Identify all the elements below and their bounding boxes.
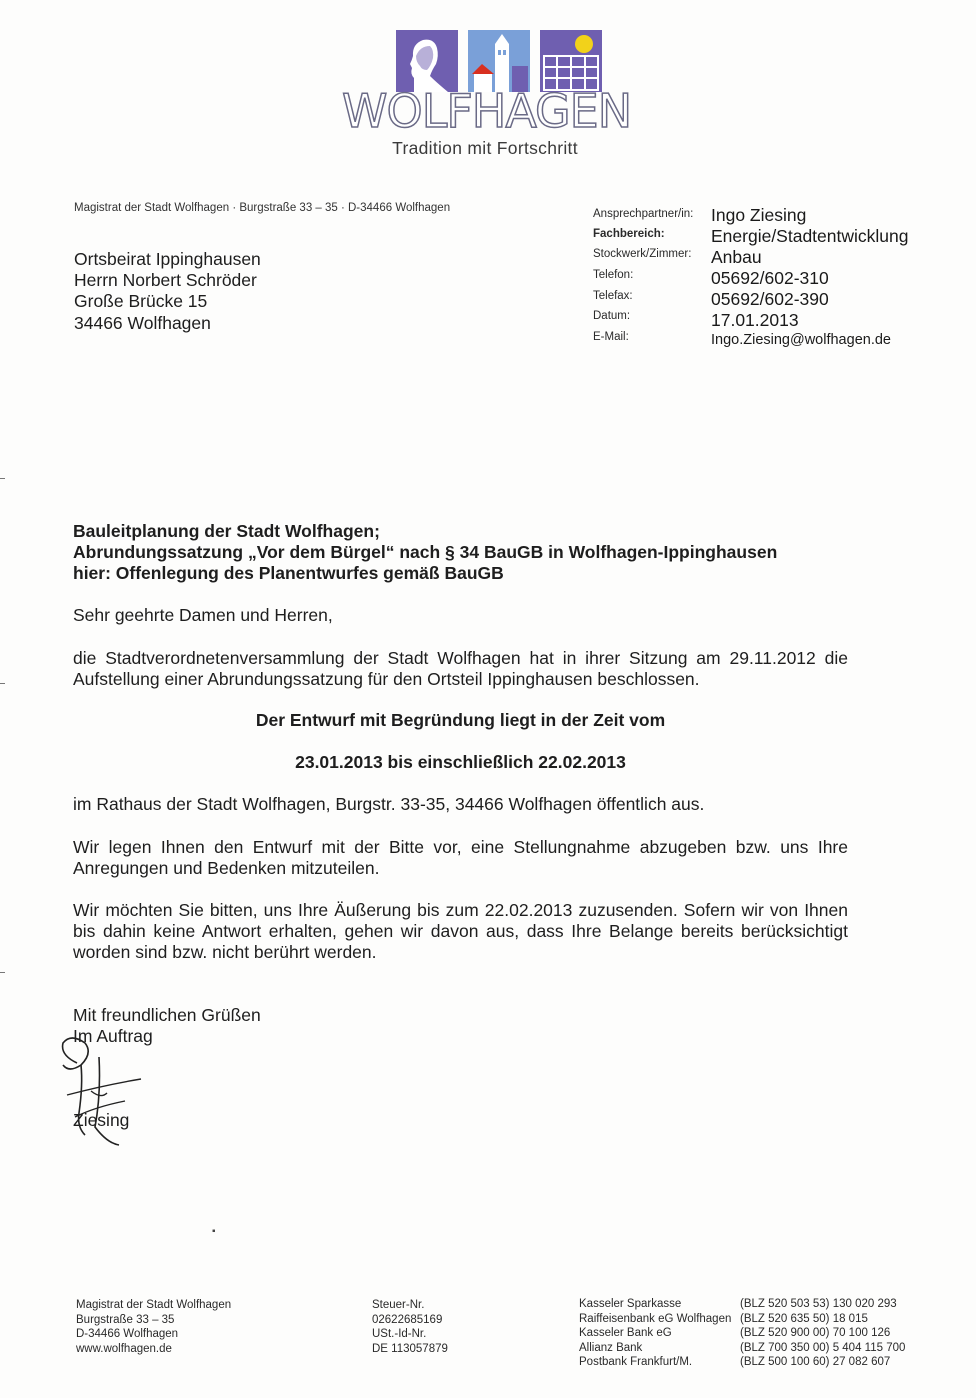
contact-person: Ingo Ziesing — [711, 205, 807, 225]
sender-return-address: Magistrat der Stadt Wolfhagen · Burgstraße 33 – 35 · D-34466 Wolfhagen — [74, 202, 451, 214]
contact-department: Energie/Stadtentwicklung — [711, 226, 909, 246]
footer-line: Burgstraße 33 – 35 — [76, 1313, 175, 1326]
recipient-line: 34466 Wolfhagen — [74, 312, 211, 333]
contact-label-floor: Stockwerk/Zimmer: — [593, 248, 692, 260]
footer-line: Kasseler Sparkasse — [579, 1298, 682, 1310]
portrait-tile-icon — [396, 30, 458, 92]
recipient-line: Große Brücke 15 — [74, 291, 208, 312]
wolfhagen-logo — [340, 26, 630, 161]
speck-mark: ▪ — [212, 1226, 216, 1237]
recipient-line: Ortsbeirat Ippinghausen — [74, 249, 261, 269]
footer-line: Raiffeisenbank eG Wolfhagen — [579, 1312, 732, 1325]
footer-line: DE 113057879 — [372, 1342, 448, 1355]
contact-label-email: E-Mail: — [593, 331, 629, 343]
solar-tile-icon — [540, 30, 602, 92]
footer-line: Kasseler Bank eG — [579, 1327, 672, 1339]
town-tile-icon — [468, 30, 530, 92]
contact-label-date: Datum: — [593, 310, 631, 322]
contact-floor: Anbau — [711, 247, 762, 267]
footer-line: (BLZ 520 503 53) 130 020 293 — [740, 1298, 897, 1310]
subject-line: hier: Offenlegung des Planentwurfes gemäß BauGB — [73, 563, 504, 583]
footer-line: www.wolfhagen.de — [76, 1342, 172, 1355]
body-paragraph: im Rathaus der Stadt Wolfhagen, Burgstr. 33-35, 34466 Wolfhagen öffentlich aus. — [73, 794, 705, 814]
footer-tax — [372, 1298, 448, 1356]
body-paragraph: Wir möchten Sie bitten, uns Ihre Äußerung bis zum 22.02.2013 zuzusenden. Sofern wir von Ihnen bis dahin keine Antwort erhalten, gehen wir davon aus, dass Ihre Belange bereits berücksichtigt worden sind bzw. nicht berührt werden. — [73, 900, 848, 962]
fold-mark — [0, 972, 5, 973]
subject-line: Bauleitplanung der Stadt Wolfhagen; — [73, 521, 380, 541]
body-paragraph: die Stadtverordnetenversammlung der Stadt Wolfhagen hat in ihrer Sitzung am 29.11.2012 die Aufstellung einer Abrundungssatzung für den Ortsteil Ippinghausen beschlossen. — [73, 648, 848, 689]
subject-line: Abrundungssatzung „Vor dem Bürgel“ nach § 34 BauGB in Wolfhagen-Ippinghausen — [73, 542, 778, 562]
footer-line: Allianz Bank — [579, 1341, 643, 1354]
logo-wordmark: WOLFHAGEN — [342, 84, 632, 138]
contact-label-department: Fachbereich: — [593, 228, 665, 240]
notice-heading: Der Entwurf mit Begründung liegt in der Zeit vom — [255, 710, 666, 730]
footer-line: (BLZ 500 100 60) 27 082 607 — [740, 1356, 891, 1368]
recipient-line: Herrn Norbert Schröder — [74, 270, 257, 291]
signature-scribble — [55, 1035, 155, 1150]
footer-line: D-34466 Wolfhagen — [76, 1328, 179, 1340]
punch-mark — [0, 683, 5, 684]
footer-line: (BLZ 700 350 00) 5 404 115 700 — [740, 1341, 906, 1354]
footer-line: Magistrat der Stadt Wolfhagen — [76, 1299, 232, 1311]
signer-name: Ziesing — [73, 1110, 130, 1130]
contact-date: 17.01.2013 — [711, 310, 799, 330]
footer-line: Postbank Frankfurt/M. — [579, 1356, 693, 1368]
contact-phone: 05692/602-310 — [711, 268, 829, 288]
fold-mark — [0, 478, 5, 479]
footer-banks — [579, 1297, 731, 1370]
footer-line: USt.-Id-Nr. — [372, 1328, 427, 1340]
footer-line: Steuer-Nr. — [372, 1299, 425, 1311]
contact-fax: 05692/602-390 — [711, 289, 829, 309]
footer-address — [76, 1298, 231, 1356]
logo-tagline: Tradition mit Fortschritt — [392, 138, 578, 158]
on-behalf: Im Auftrag — [73, 1026, 153, 1046]
recipient-address — [74, 249, 261, 334]
footer-line: (BLZ 520 635 50) 18 015 — [740, 1312, 868, 1325]
notice-dates: 23.01.2013 bis einschließlich 22.02.2013 — [295, 752, 626, 772]
footer-accounts — [740, 1297, 905, 1370]
salutation: Sehr geehrte Damen und Herren, — [73, 605, 333, 625]
body-paragraph: Wir legen Ihnen den Entwurf mit der Bitte vor, eine Stellungnahme abzugeben bzw. uns Ihre Anregungen und Bedenken mitzuteilen. — [73, 837, 848, 878]
contact-label-phone: Telefon: — [593, 269, 634, 281]
footer-line: (BLZ 520 900 00) 70 100 126 — [740, 1327, 891, 1339]
contact-label-fax: Telefax: — [593, 290, 633, 302]
contact-label-person: Ansprechpartner/in: — [593, 208, 694, 220]
closing: Mit freundlichen Grüßen — [73, 1005, 261, 1025]
contact-email: Ingo.Ziesing@wolfhagen.de — [711, 332, 891, 348]
footer-line: 02622685169 — [372, 1313, 443, 1326]
